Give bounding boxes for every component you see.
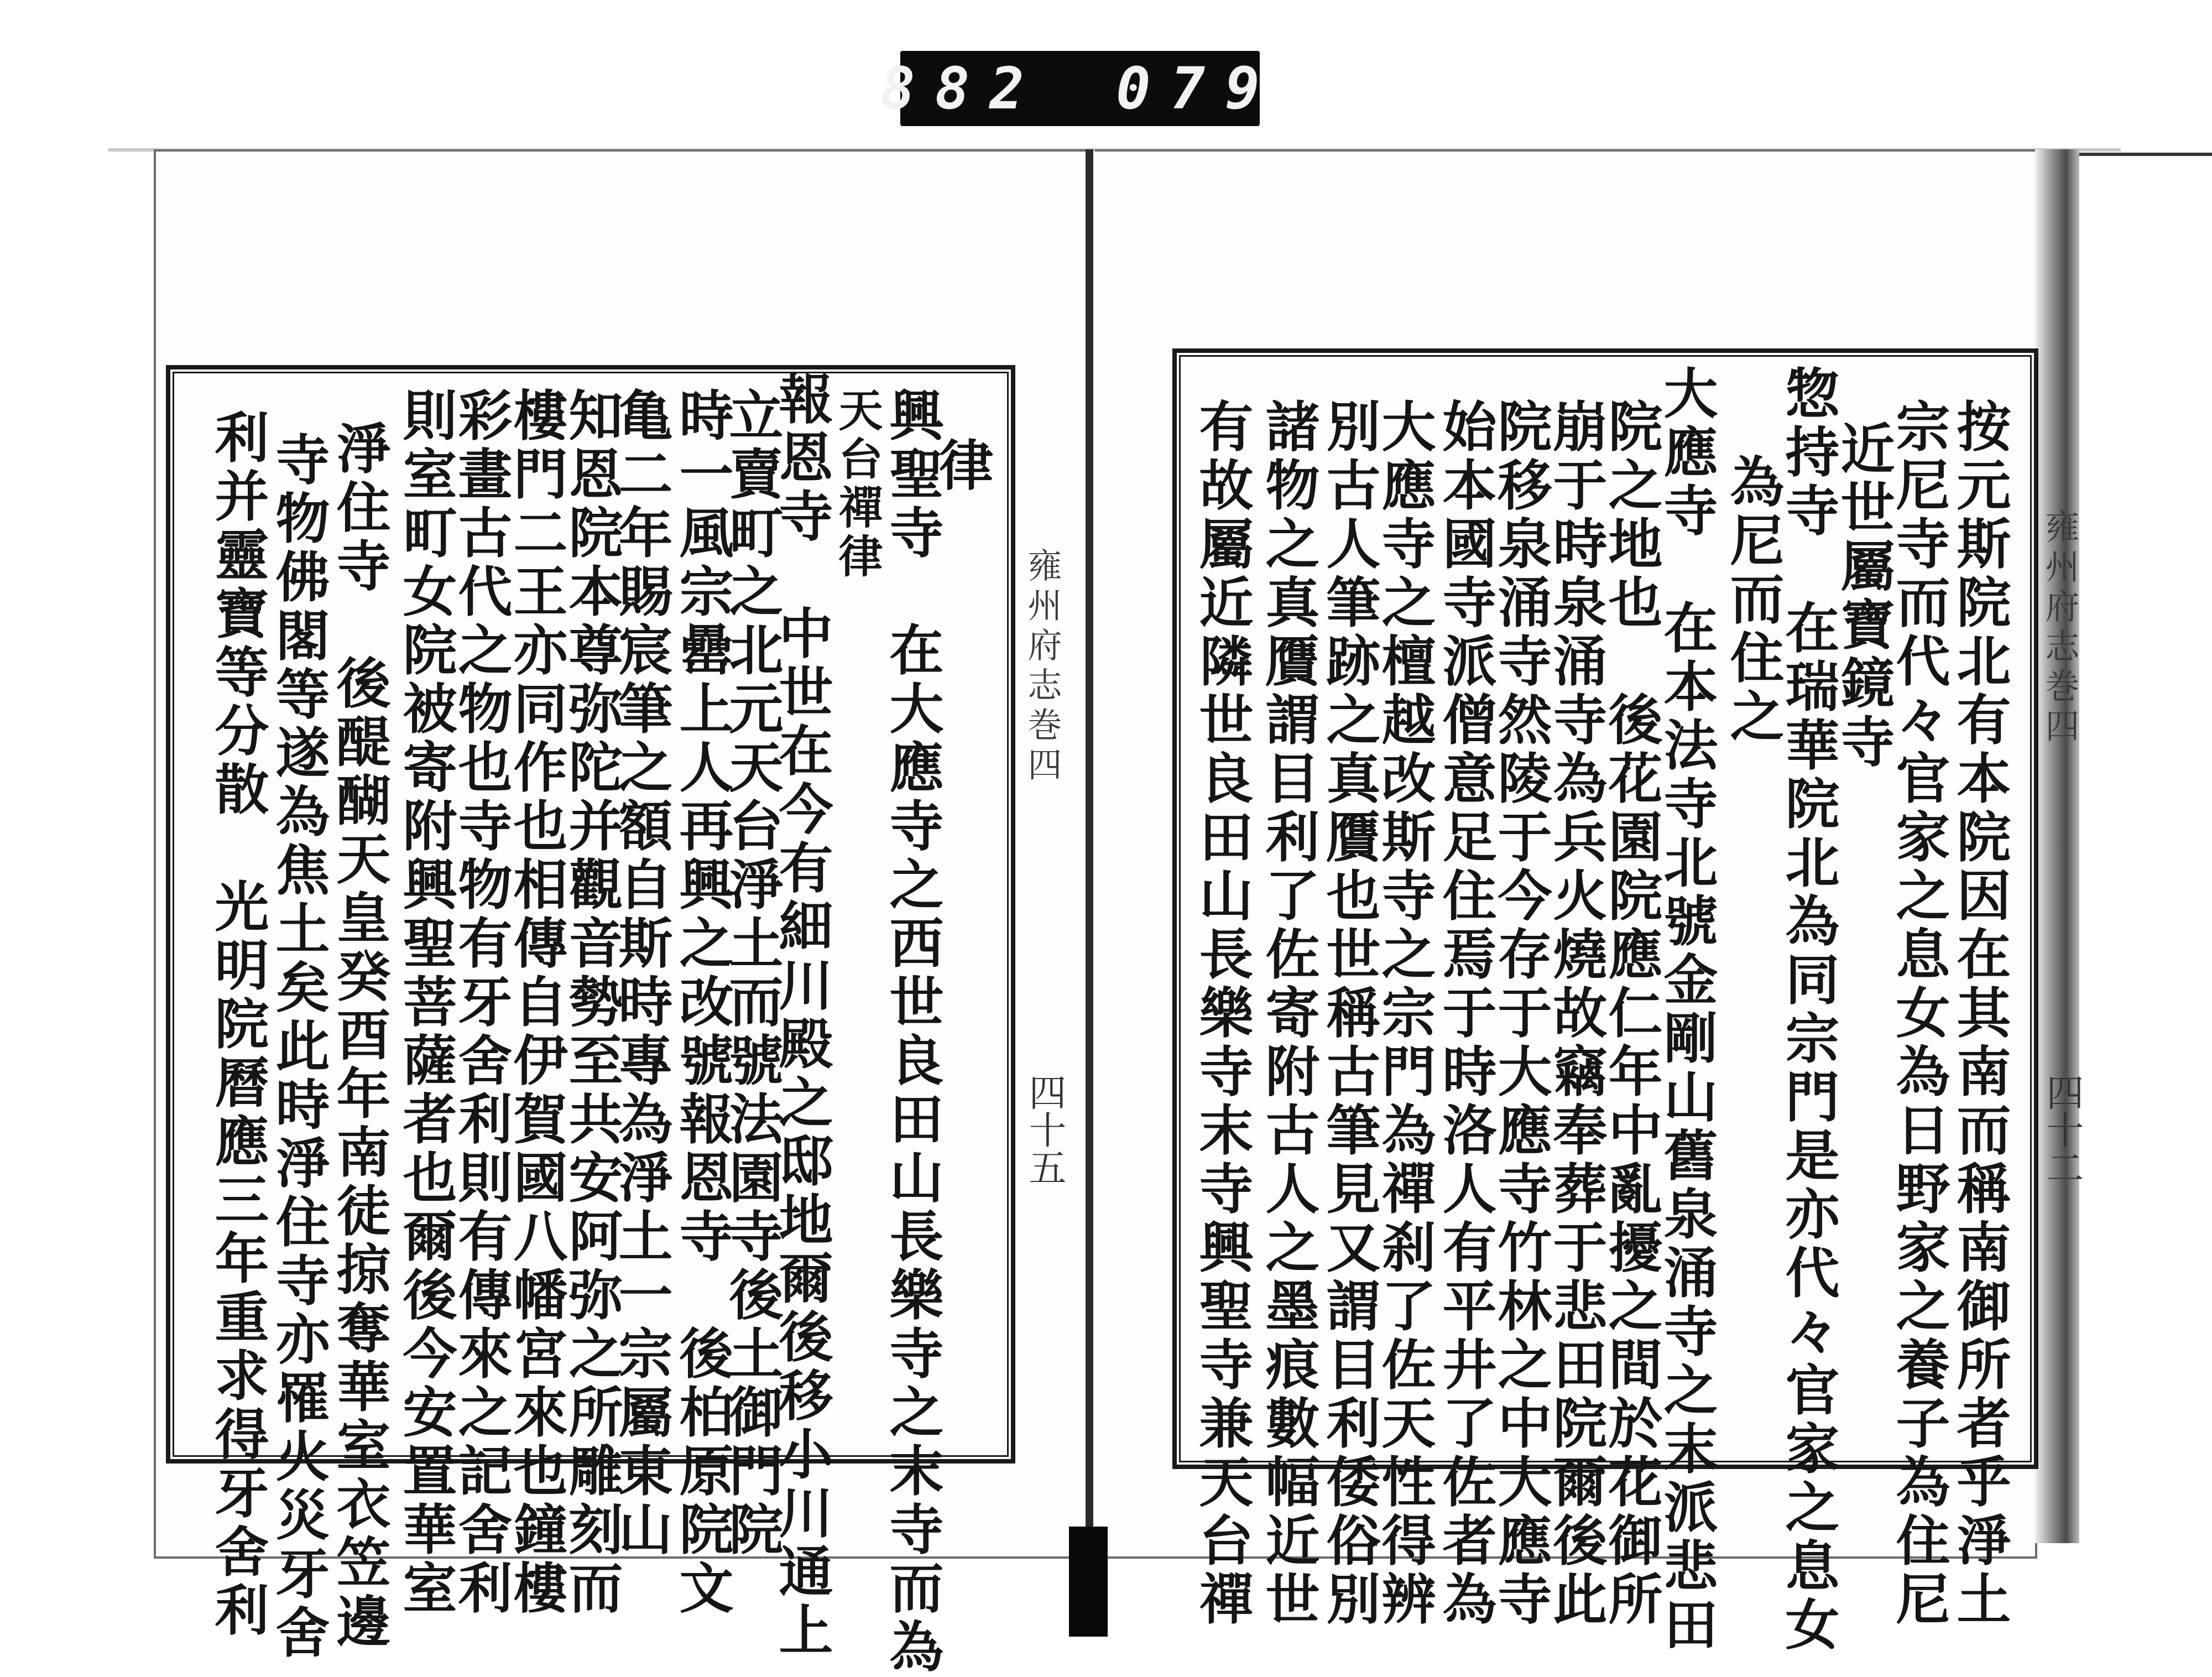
gutter-tab [1069,1527,1108,1637]
right-col-9: 院移泉涌寺然陵于今存于大應寺竹林之中大應寺 [1489,398,1552,1629]
left-col-1: 律 [930,437,994,496]
right-page-side-label: 雍州府志巻四 [2039,509,2080,748]
right-col-14: 有故屬近隣世良田山長樂寺末寺興聖寺兼天台禪 [1190,398,1254,1629]
left-col-13: 寺物佛閣等遂為焦土矣此時淨住寺亦罹火災牙舍 [267,431,330,1663]
right-col-10: 始本國寺派僧意足住焉于時洛人有平井了佐者為 [1433,398,1497,1629]
book-spine-edge [2035,149,2079,1543]
left-col-2: 興聖寺 在大應寺之西世良田山長樂寺之末寺而為 [880,387,944,1677]
left-col-4: 報恩寺 中世在今有細川殿之邸地爾後移小川通上 [770,371,833,1660]
right-col-6: 大應寺 在本法寺北號金剛山舊泉涌寺之末派悲田 [1655,365,1718,1655]
left-col-11: 則室町女院被寄附興聖菩薩者也爾後今安置華室 [394,387,457,1618]
right-col-12: 別古人筆跡之真贋也世稱古筆見又謂目利倭俗別 [1317,398,1381,1629]
left-col-5: 立賣町之北元天台淨土而號法園寺後土御門院 [720,387,784,1560]
right-page-number: 四十二 [2040,1073,2084,1186]
left-col-10: 彩畫古代之物也寺物有牙舍利則有傳來之記舍利 [449,387,513,1618]
right-edge-line [2079,153,2212,156]
right-col-13: 諸物之真贋謂目利了佐寄附古人之墨痕數幅近世 [1256,398,1320,1629]
right-col-7: 院之地也 後花園院應仁年中亂擾之間於花御所 [1599,398,1663,1629]
right-col-2: 宗尼寺而代々官家之息女為日野家之養子為住尼 [1887,398,1950,1629]
right-col-11: 大應寺之檀越改斯寺之宗門為禪刹了佐天性得辨 [1373,398,1436,1629]
left-col-14: 利并靈寶等分散 光明院曆應三年重求得牙舍利 [206,409,269,1640]
left-col-9: 樓門二王亦同作也相傳自伊賀國八幡宮來也鐘樓 [504,387,568,1618]
left-page-side-label: 雍州府志巻四 [1022,548,1062,787]
left-col-8: 知恩院本尊弥陀并觀音勢至共安阿弥之所雕刻而 [560,387,623,1618]
left-col-3: 天台禪律 [831,387,883,582]
left-col-7: 亀二年賜宸筆之額自斯時專為淨土一宗屬東山 [609,387,673,1560]
right-col-5: 為尼而住之 [1721,454,1785,747]
film-number-left: 882 [880,55,1044,122]
right-col-1: 按元斯院北有本院因在其南而稱南御所者乎淨土 [1948,398,2011,1629]
book-gutter [1086,149,1093,1637]
left-col-12: 淨住寺 後醍醐天皇癸酉年南徒掠奪華室衣笠邊 [327,420,391,1652]
left-page-number: 四十五 [1022,1073,1066,1186]
right-col-8: 崩于時泉涌寺為兵火燒故竊奉葬于悲田院爾後此 [1544,398,1608,1629]
microfilm-frame-label [880,51,1280,126]
left-col-6: 時一風宗罍上人再興之改號報恩寺 後柏原院文 [670,387,734,1618]
film-number-right: 079 [1116,55,1280,122]
right-col-4: 惣持寺 在瑞華院北為同宗門是亦代々官家之息女 [1776,365,1840,1655]
right-col-3: 近世屬寶鏡寺 [1832,420,1895,772]
